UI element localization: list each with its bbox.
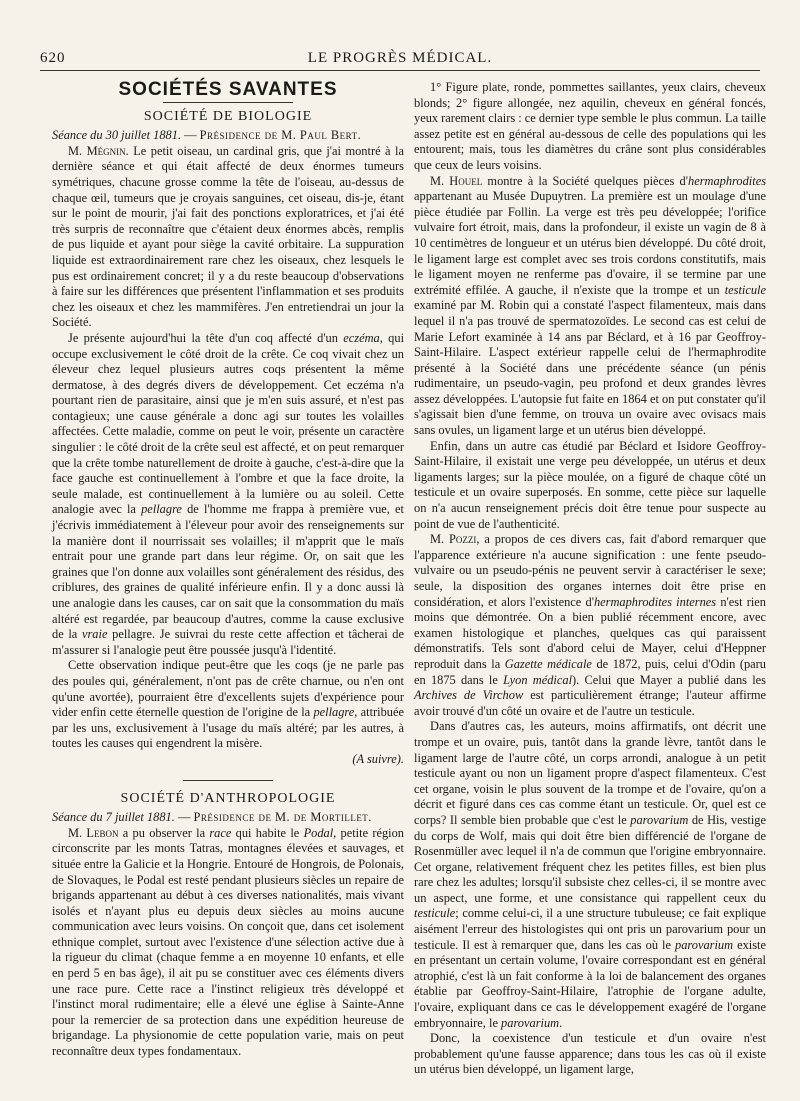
running-title: LE PROGRÈS MÉDICAL. (307, 50, 493, 66)
a-suivre: (A suivre). (352, 751, 404, 766)
seance-dash: — (181, 128, 200, 143)
biologie-p1-text: Le petit oiseau, un cardinal gris, que j'ai montré à la dernière séance et qui était affecté de deux énormes tumeurs symétriques, chacune grosse comme la tête de l'oiseau, au-dessus de chaque œil, tumeurs que je croyais sanguines, cet oiseau, dis-je, étant sur le point de mourir, j'ai fait des ponctions exploratrices, et j'ai été très surpris de reconnaître que c'étaient deux énormes abcès, remplis de pus liquide et ayant pour siège la cavité orbitaire. La suppuration liquide est extraordinairement rare chez les oiseaux, chez lesquels le pus est ordinairement concret; il y a du reste beaucoup d'observations à faire sur les différences que présentent l'inflammation et ses produits chez les oiseaux et chez les mammifères. J'en entretiendrai un jour la Société. (52, 143, 404, 330)
italic-term: testicule (414, 906, 456, 921)
biologie-presidence: Présidence de M. Paul Bert. (199, 128, 362, 143)
right-paragraph-2 (414, 174, 766, 439)
speaker-lebon: M. Lebon (68, 825, 119, 840)
page-header (40, 50, 760, 70)
text-run: pellagre. Je suivrai du reste cette affection et tâcherai de m'assurer si l'analogie peut être poussée jusqu'à l'identité. (52, 627, 404, 657)
italic-term: Archives de Virchow (414, 688, 524, 703)
text-run: ; comme celui-ci, il a une structure tubuleuse; ce fait explique aisément l'erreur des histologistes qui ont pris un parovarium pour un testicule. Il est à remarquer que, dans les cas où le (414, 906, 766, 952)
text-run: existe en présentant un certain volume, l'ovaire correspondant est en général atrophié, c'est là un fait conforme à la loi de balancement des organes établie par Geoffroy-Saint-Hilaire, l'atrophie de l'organe adulte, l'ovaire, expliquant dans ce cas le développement exagéré de l'organe embryonnaire, le (414, 937, 766, 1030)
speaker-pozzi: M. Pozzi (430, 532, 477, 547)
italic-term: eczéma (343, 330, 380, 345)
speaker-houel: M. Houel (430, 173, 483, 188)
section-divider (183, 780, 273, 781)
left-column (52, 78, 404, 1060)
page-number: 620 (40, 50, 66, 66)
italic-term: testicule (724, 282, 766, 297)
anthropologie-seance-line (52, 810, 404, 826)
header-rule (40, 70, 760, 71)
italic-term: pellagre (141, 502, 182, 517)
italic-term: vraie (81, 627, 108, 642)
speaker-megnin: M. Mégnin. (68, 143, 129, 158)
biologie-title: SOCIÉTÉ DE BIOLOGIE (143, 108, 313, 124)
anthropologie-seance-date: Séance du 7 juillet 1881. (52, 810, 175, 825)
title-rule (163, 102, 293, 103)
biologie-paragraph-3 (52, 658, 404, 752)
italic-term: pellagre (313, 705, 355, 720)
text-run: qui habite le (231, 825, 304, 840)
italic-term: parovarium (501, 1015, 560, 1030)
right-column (414, 80, 766, 1078)
anthropologie-paragraph-1 (52, 826, 404, 1060)
biologie-paragraph-1 (52, 144, 404, 331)
right-paragraph-4 (414, 532, 766, 719)
text-run: , a propos de ces divers cas, fait d'abord remarquer que l'apparence extérieure n'a aucune signification : une fente pseudo-vulvaire ou un pseudo-pénis ne peuvent servir à caractériser le sexe; seule, la disposition des organes internes doit être prise en considération, et alors l'existence d' (414, 532, 766, 609)
right-paragraph-6: Donc, la coexistence d'un testicule et d'un ovaire n'est probablement qu'une fausse apparence; dans tous les cas où il existe un utérus bien développé, un ligament large, (414, 1031, 766, 1077)
biologie-seance-line (52, 128, 404, 144)
text-run: , attribuée par les uns, exclusivement à l'usage du maïs altéré; par les autres, à toutes les causes qui engendrent la misère. (52, 705, 405, 751)
seance-dash: — (174, 810, 194, 825)
text-run: . (559, 1015, 563, 1030)
text-run: n'est rien moins que démontrée. On a bien publié récemment encore, avec examen histologique et planches, quelques cas qui paraissent démonstratifs. Tels sont d'abord celui de Mayer, celui d'Heppner reproduit dans la (414, 594, 767, 671)
text-run: , qui occupe exclusivement le côté droit de la crête. Ce coq vivait chez un éleveur chez lequel plusieurs autres coqs présentent la même dermatose, à des degrés divers de développement. Cet eczéma n'a pourtant rien de parasitaire, ainsi que je m'en suis assuré, et n'est pas contagieux; une cause générale a donc agi sur toutes les volailles affectées. Cette maladie, comme on peut le voir, présente un caractère singulier : le côté droit de la crête seul est affecté, et on peut remarquer que la crête tombe naturellement de droite à gauche, c'est-à-dire que la face gauche est continuellement à l'ombre et que la face droite, la seule malade, est continuellement à la lumière ou au soleil. Cette analogie avec la (52, 330, 405, 517)
text-run: montre à la Société quelques pièces d' (482, 173, 688, 188)
right-paragraph-5 (414, 719, 766, 1031)
text-run: de 1872, puis, celui d'Odin (paru en 1875 dans le (414, 656, 766, 687)
anthropologie-title: SOCIÉTÉ D'ANTHROPOLOGIE (120, 790, 336, 806)
italic-term: parovarium (675, 937, 734, 952)
text-run: Je présente aujourd'hui la tête d'un coq affecté d'un (68, 330, 344, 345)
anthropologie-presidence: Présidence de M. de Mortillet. (193, 810, 372, 825)
section-title: SOCIÉTÉS SAVANTES (118, 79, 338, 100)
italic-term: race (209, 825, 232, 840)
biologie-seance-date: Séance du 30 juillet 1881. (52, 128, 182, 143)
text-run: a pu observer la (118, 825, 210, 840)
right-paragraph-3: Enfin, dans un autre cas étudié par Béclard et Isidore Geoffroy-Saint-Hilaire, il existait une verge peu développée, un utérus et deux ligaments larges; sur la pièce moulée, on a figuré de chaque côté un testicule et un ovaire superposés. En somme, cette pièce sur laquelle on n'a aucun renseignement précis doit être tenue pour suspecte au point de vue de l'authenticité. (414, 438, 766, 531)
text-run: de His, vestige du corps de Wolf, mais qui doit être bien différencié de l'organe de Rosenmüller avec lequel il n'a de commun que l'origine embryonnaire. Cet organe, relativement fréquent chez les petites filles, est bien plus rare chez les adultes; lorsqu'il subsiste chez celles-ci, il se montre avec un aspect, une forme, et une consistance qui rappellent ceux du (414, 812, 766, 905)
text-run: appartenant au Musée Dupuytren. La première est un moulage d'une pièce étudiée par Follin. La verge est très peu développée; l'orifice vulvaire fort étroit, mais, dans la profondeur, il existe un vagin de 8 à 10 centimètres de longueur et un utérus bien développé. Du côté droit, le ligament large est complet avec ses trois cordons constitutifs, mais le ligament moyen ne renferme pas d'ovaire, il se termine par une extrémité effilée. A gauche, il n'existe que la trompe et un (414, 189, 766, 297)
italic-term: Gazette médicale (504, 656, 592, 671)
text-run: ). Celui que Mayer a publié dans les (572, 672, 766, 687)
italic-term: parovarium (630, 812, 689, 827)
text-run: Cette observation indique peut-être que les coqs (je ne parle pas des poules qui, généralement, n'ont pas de crête charnue, ou n'en ont qu'une avortée), pourraient être d'excellents sujets d'expérience pour vider enfin cette éternelle question de l'origine de la (52, 658, 404, 720)
text-run: examiné par M. Robin qui a constaté l'aspect filamenteux, mais dans lequel il n'a pas trouvé de spermatozoïdes. Le second cas est celui de Marie Lefort examinée à 14 ans par Béclard, et à 16 par Geoffroy-Saint-Hilaire. L'aspect extérieur rappelle celui de l'hermaphrodite présenté à la Société dans une précédente séance (un pénis rudimentaire, un pseudo-vagin, peu profond et deux grandes lèvres assez développées. L'autopsie fut faite en 1864 et on put constater qu'il s'agissait bien d'une femme, on trouva un ovaire avec ovisacs mais sans ovules, un ligament large et un utérus bien développé. (414, 298, 766, 438)
right-paragraph-1: 1° Figure plate, ronde, pommettes saillantes, yeux clairs, cheveux blonds; 2° figure allongée, nez aquilin, cheveux en général foncés, yeux rarement clairs : ce dernier type semble le plus commun. La taille assez petite est en général au-dessous de celle des populations qui les entourent; mais, tous les diamètres du crâne sont plus considérables que ceux de leurs voisins. (414, 80, 766, 172)
text-run: Dans d'autres cas, les auteurs, moins affirmatifs, ont décrit une trompe et un ovaire, puis, tantôt dans la grande lèvre, tantôt dans le ligament large de l'autre côté, un corps arrondi, analogue à un petit testicule ayant ou non un ligament propre d'aspect filamenteux. C'est cet organe, voisin le plus souvent de la trompe et de l'ovaire, qu'on a décrit et figuré dans ces cas comme étant un testicule. Or, quel est ce corps? Il semble bien probable que c'est le (414, 719, 766, 827)
text-run: est particulièrement étrange; l'auteur affirme avoir trouvé d'un côté un ovaire et de l'autre un testicule. (414, 688, 766, 718)
italic-term: hermaphrodites internes (593, 594, 717, 609)
biologie-paragraph-2 (52, 331, 404, 658)
italic-term: hermaphrodites (688, 173, 767, 188)
italic-term: Lyon médical (503, 672, 573, 687)
italic-term: Podal (303, 825, 334, 840)
text-run: , petite région circonscrite par les monts Tatras, montagnes élevées et sauvages, et située entre la Galicie et la Hongrie. Entouré de Hongrois, de Polonais, de Slovaques, le Podal est resté pendant plusieurs siècles un repaire de brigands appartenant au début à ces diverses nationalités, mais vivant isolés et n'ayant plus eu depuis deux siècles au moins aucune communication avec leurs voisins. On conçoit que, dans cet isolement ethnique complet, surtout avec l'existence d'une sélection active due à la rigueur du climat (chaque femme a en moyenne 10 enfants, et elle en perd 5 en bas âge), il ait pu se constituer avec ces éléments divers une race pure. Cette race a l'instinct religieux très développé et l'instinct moral rudimentaire; elle a élevé une église à Sainte-Anne pour la remercier de sa protection dans une expédition heureuse de brigandage. La physionomie de cette population varie, mais on peut reconnaître deux types fondamentaux. (52, 825, 405, 1059)
text-run: de l'homme me frappa à première vue, et j'écrivis immédiatement à l'éleveur pour avoir des renseignements sur la manière dont il nourrissait ses volailles; il m'apprit que le maïs entrait pour une grande part dans leur régime. Or, on sait que les graines que l'on donne aux volailles sont généralement des résidus, des criblures, des graines de qualité inférieure enfin. Il y a donc aussi là une analogie dans les causes, car on sait que la consommation du maïs altéré est regardée, par beaucoup d'autres, comme la cause exclusive de la (52, 502, 404, 642)
